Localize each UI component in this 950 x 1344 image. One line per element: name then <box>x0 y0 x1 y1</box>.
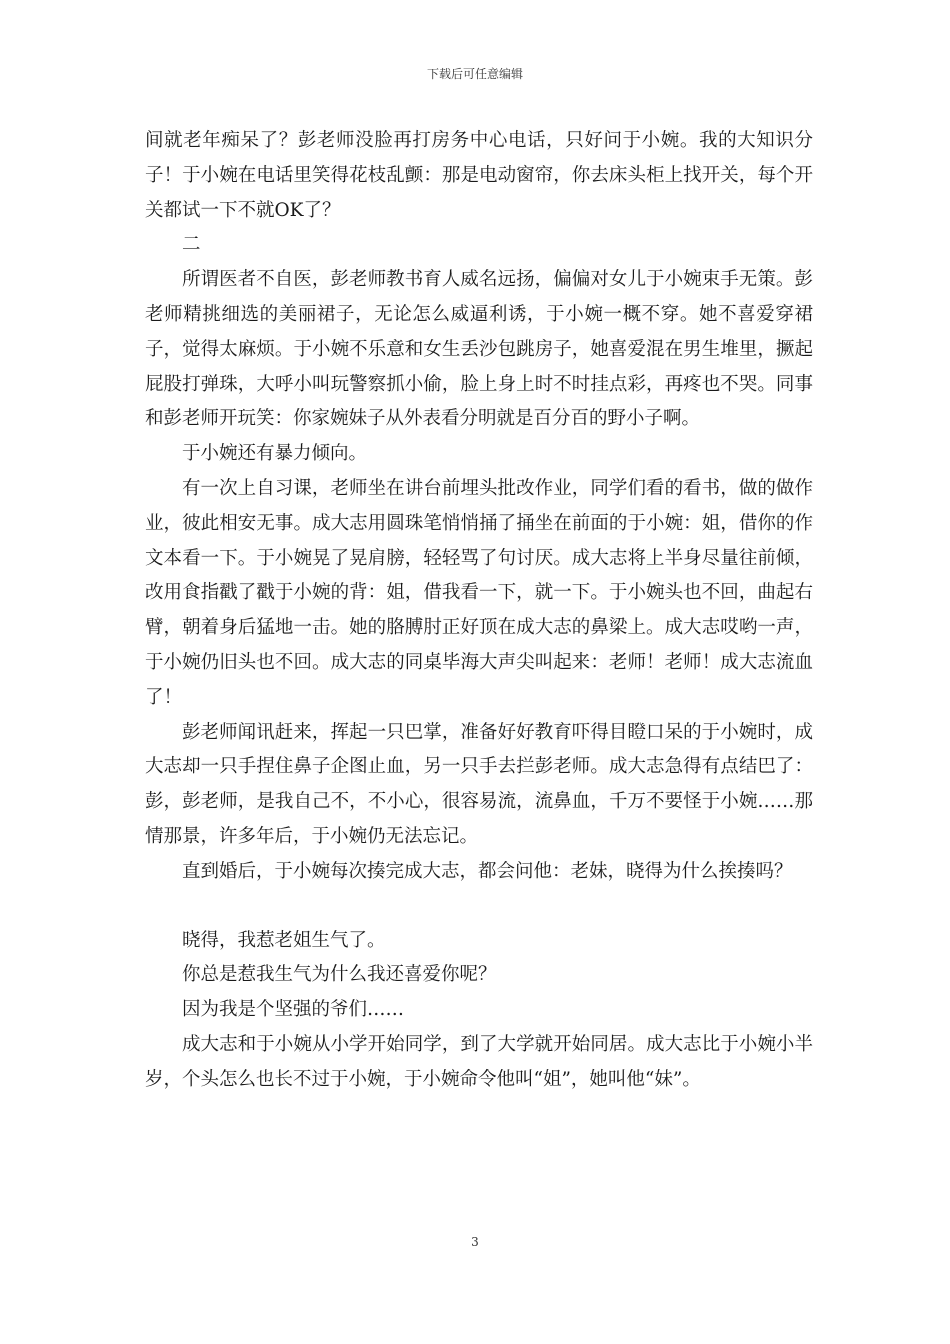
dialogue-line: 你总是惹我生气为什么我还喜爱你呢？ <box>182 964 497 986</box>
paragraph: 于小婉还有暴力倾向。 <box>182 443 368 465</box>
body-text <box>145 124 813 1098</box>
paragraph: 成大志和于小婉从小学开始同学，到了大学就开始同居。成大志比于小婉小半岁，个头怎么也长不过于小婉，于小婉命令他叫“姐”，她叫他“妹”。 <box>145 1033 813 1090</box>
paragraph: 所谓医者不自医，彭老师教书育人威名远扬，偏偏对女儿于小婉束手无策。彭老师精挑细选的美丽裙子，无论怎么威逼利诱，于小婉一概不穿。她不喜爱穿裙子，觉得太麻烦。于小婉不乐意和女生丢沙包跳房子，她喜爱混在男生堆里，撅起屁股打弹珠，大呼小叫玩警察抓小偷，脸上身上时不时挂点彩，再疼也不哭。同事和彭老师开玩笑：你家婉妹子从外表看分明就是百分百的野小子啊。 <box>145 269 813 430</box>
paragraph-continued: 间就老年痴呆了？彭老师没脸再打房务中心电话，只好问于小婉。我的大知识分子！于小婉在电话里笑得花枝乱颤：那是电动窗帘，你去床头柜上找开关，每个开关都试一下不就OK了？ <box>145 130 813 221</box>
page-header: 下载后可任意编辑 <box>426 67 523 81</box>
dialogue-line: 晓得，我惹老姐生气了。 <box>182 929 386 951</box>
section-number: 二 <box>182 234 201 256</box>
dialogue-line: 因为我是个坚强的爷们…… <box>182 999 405 1021</box>
paragraph: 彭老师闻讯赶来，挥起一只巴掌，准备好好教育吓得目瞪口呆的于小婉时，成大志却一只手捏住鼻子企图止血，另一只手去拦彭老师。成大志急得有点结巴了：彭，彭老师，是我自己不，不小心，很容易流，流鼻血，千万不要怪于小婉……那情那景，许多年后，于小婉仍无法忘记。 <box>145 721 813 847</box>
page-number: 3 <box>471 1235 479 1249</box>
paragraph: 直到婚后，于小婉每次揍完成大志，都会问他：老妹，晓得为什么挨揍吗？ <box>182 860 793 882</box>
paragraph: 有一次上自习课，老师坐在讲台前埋头批改作业，同学们看的看书，做的做作业，彼此相安无事。成大志用圆珠笔悄悄捅了捅坐在前面的于小婉：姐，借你的作文本看一下。于小婉晃了晃肩膀，轻轻骂了句讨厌。成大志将上半身尽量往前倾，改用食指戳了戳于小婉的背：姐，借我看一下，就一下。于小婉头也不回，曲起右臂，朝着身后猛地一击。她的胳膊肘正好顶在成大志的鼻梁上。成大志哎哟一声，于小婉仍旧头也不回。成大志的同桌毕海大声尖叫起来：老师！老师！成大志流血了！ <box>145 477 813 708</box>
